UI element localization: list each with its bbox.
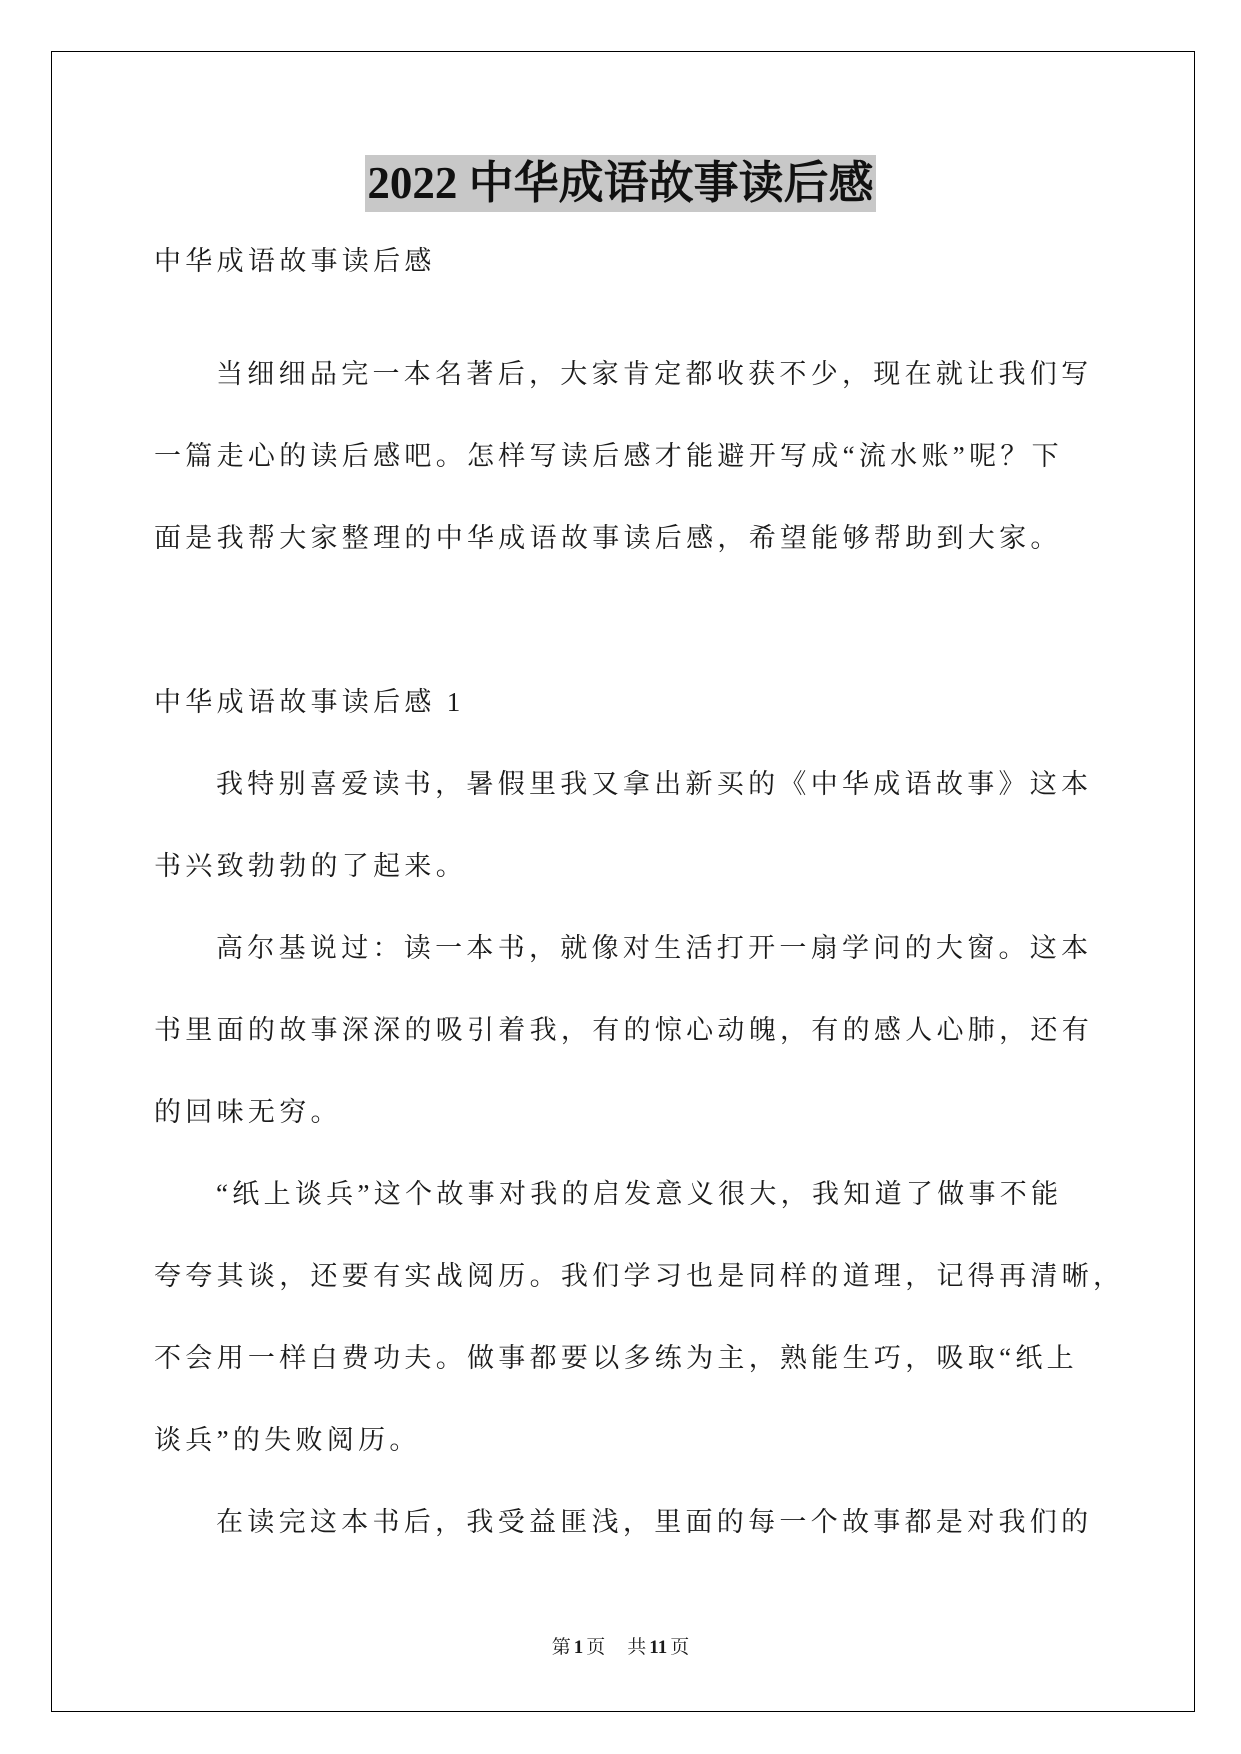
page-footer	[0, 1636, 1241, 1660]
footer-page-number: 1	[573, 1637, 584, 1658]
intro-paragraph	[154, 333, 1154, 579]
paragraph-line: “纸上谈兵”这个故事对我的启发意义很大，我知道了做事不能	[216, 1179, 1063, 1209]
paragraph-line: 书里面的故事深深的吸引着我，有的惊心动魄，有的感人心肺，还有	[154, 1015, 1093, 1045]
document-subtitle: 中华成语故事读后感	[154, 246, 436, 276]
footer-total-pages: 11	[649, 1637, 668, 1658]
paragraph-line: 面是我帮大家整理的中华成语故事读后感，希望能够帮助到大家。	[154, 523, 1062, 553]
section-heading: 中华成语故事读后感 1	[154, 687, 465, 717]
paragraph-line: 高尔基说过：读一本书，就像对生活打开一扇学问的大窗。这本	[216, 933, 1093, 963]
paragraph-line: 书兴致勃勃的了起来。	[154, 851, 467, 881]
paragraph-line: 的回味无穷。	[154, 1097, 342, 1127]
paragraph-line: 我特别喜爱读书，暑假里我又拿出新买的《中华成语故事》这本	[216, 769, 1093, 799]
body-paragraph	[154, 907, 1154, 1153]
section-body	[154, 743, 1154, 1563]
paragraph-line: 当细细品完一本名著后，大家肯定都收获不少，现在就让我们写	[216, 359, 1093, 389]
intro-paragraph-body	[154, 333, 1154, 579]
paragraph-line: 一篇走心的读后感吧。怎样写读后感才能避开写成“流水账”呢？下	[154, 441, 1063, 471]
paragraph-line: 在读完这本书后，我受益匪浅，里面的每一个故事都是对我们的	[216, 1507, 1093, 1537]
document-title: 2022 中华成语故事读后感	[365, 155, 875, 212]
paragraph-line: 不会用一样白费功夫。做事都要以多练为主，熟能生巧，吸取“纸上	[154, 1343, 1078, 1373]
document-title-row	[0, 155, 1241, 212]
blank-line	[154, 579, 1154, 661]
footer-total-suffix: 页	[670, 1637, 690, 1658]
body-paragraph	[154, 743, 1154, 907]
footer-page-prefix: 第	[551, 1637, 571, 1658]
paragraph-line: 夸夸其谈，还要有实战阅历。我们学习也是同样的道理，记得再清晰，	[154, 1261, 1125, 1291]
footer-total-prefix: 共	[627, 1637, 647, 1658]
body-paragraph	[154, 1481, 1154, 1563]
footer-page-suffix: 页	[586, 1637, 606, 1658]
paragraph-line: 谈兵”的失败阅历。	[154, 1425, 421, 1455]
document-body	[154, 220, 1154, 1563]
body-paragraph	[154, 1153, 1154, 1481]
